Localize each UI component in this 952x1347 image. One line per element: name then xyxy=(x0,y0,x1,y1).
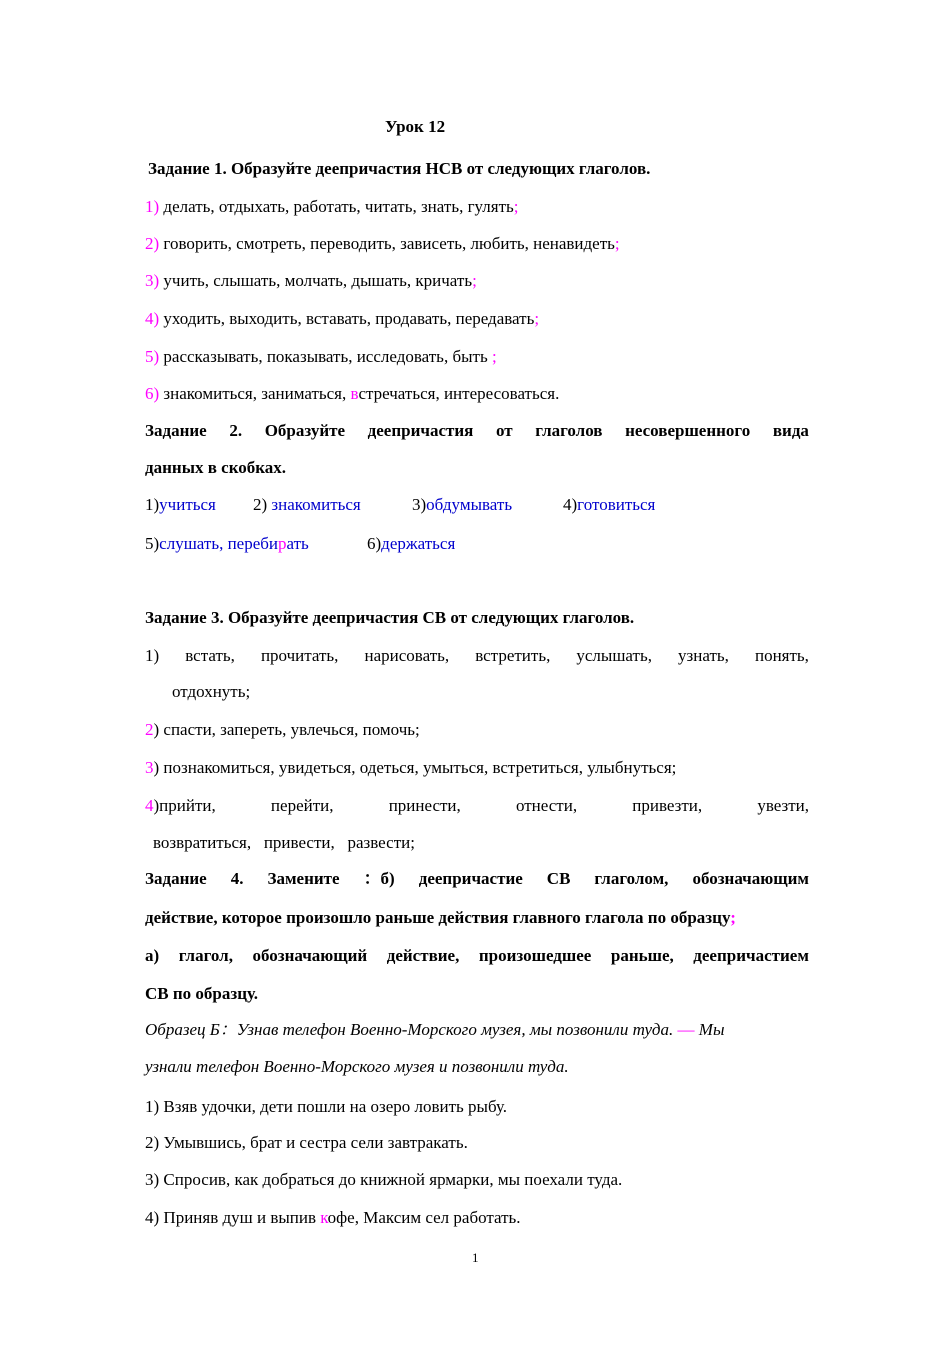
task4-item-4: 4) Приняв душ и выпив кофе, Максим сел работать. xyxy=(145,1208,521,1227)
task3-item-4-cont: возвратиться, привести, развести; xyxy=(153,833,415,852)
task2-item-3: 3)обдумывать xyxy=(412,495,513,514)
task3-item-2: 2) спасти, запереть, увлечься, помочь; xyxy=(145,720,420,739)
task4-item-3: 3) Спросив, как добраться до книжной ярмарки, мы поехали туда. xyxy=(145,1170,623,1189)
task4-item-2: 2) Умывшись, брат и сестра сели завтракать. xyxy=(145,1133,468,1152)
task2-item-4: 4)готовиться xyxy=(563,495,656,514)
task1-item-2: 2) говорить, смотреть, переводить, зависеть, любить, ненавидеть; xyxy=(145,234,620,253)
task1-heading: Задание 1. Образуйте деепричастия НСВ от следующих глаголов. xyxy=(148,159,651,178)
task4-heading-line-1: Задание 4. Замените ：б) деепричастие СВ глаголом, обозначающим xyxy=(145,869,809,888)
task2-heading: Задание 2. Образуйте деепричастия от глаголов несовершенного вида xyxy=(145,421,809,440)
task1-item-6: 6) знакомиться, заниматься, встречаться, интересоваться. xyxy=(145,384,560,403)
task4-example-line-2: узнали телефон Военно-Морского музея и позвонили туда. xyxy=(145,1057,569,1076)
task4-item-1: 1) Взяв удочки, дети пошли на озеро ловить рыбу. xyxy=(145,1097,508,1116)
task3-heading: Задание 3. Образуйте деепричастия СВ от следующих глаголов. xyxy=(145,608,635,627)
task2-heading-cont: данных в скобках. xyxy=(145,458,287,477)
lesson-title: Урок 12 xyxy=(385,117,446,136)
task3-item-3: 3) познакомиться, увидеться, одеться, умыться, встретиться, улыбнуться; xyxy=(145,758,677,777)
task4-heading-line-3: а) глагол, обозначающий действие, произошедшее раньше, деепричастием xyxy=(145,946,809,965)
task3-item-4: 4)прийти, перейти, принести, отнести, привезти, увезти, xyxy=(145,796,809,815)
task2-item-2: 2) знакомиться xyxy=(253,495,361,514)
task2-item-1: 1)учиться xyxy=(145,495,216,514)
task4-heading-line-4: СВ по образцу. xyxy=(145,984,259,1003)
task1-item-4: 4) уходить, выходить, вставать, продавать, передавать; xyxy=(145,309,540,328)
task3-item-1-cont: отдохнуть; xyxy=(172,682,251,701)
task2-item-5: 5)слушать, перебирать xyxy=(145,534,309,553)
task4-heading-line-2: действие, которое произошло раньше действия главного глагола по образцу; xyxy=(145,908,736,927)
task2-item-6: 6)держаться xyxy=(367,534,456,553)
task1-item-3: 3) учить, слышать, молчать, дышать, кричать; xyxy=(145,271,477,290)
task1-item-1: 1) делать, отдыхать, работать, читать, знать, гулять; xyxy=(145,197,519,216)
task4-example-line-1: Образец Б：Узнав телефон Военно-Морского музея, мы позвонили туда. — Мы xyxy=(145,1020,725,1039)
page-number: 1 xyxy=(472,1250,479,1265)
task3-item-1: 1) встать, прочитать, нарисовать, встретить, услышать, узнать, понять, xyxy=(145,646,809,665)
task1-item-5: 5) рассказывать, показывать, исследовать, быть ; xyxy=(145,347,497,366)
